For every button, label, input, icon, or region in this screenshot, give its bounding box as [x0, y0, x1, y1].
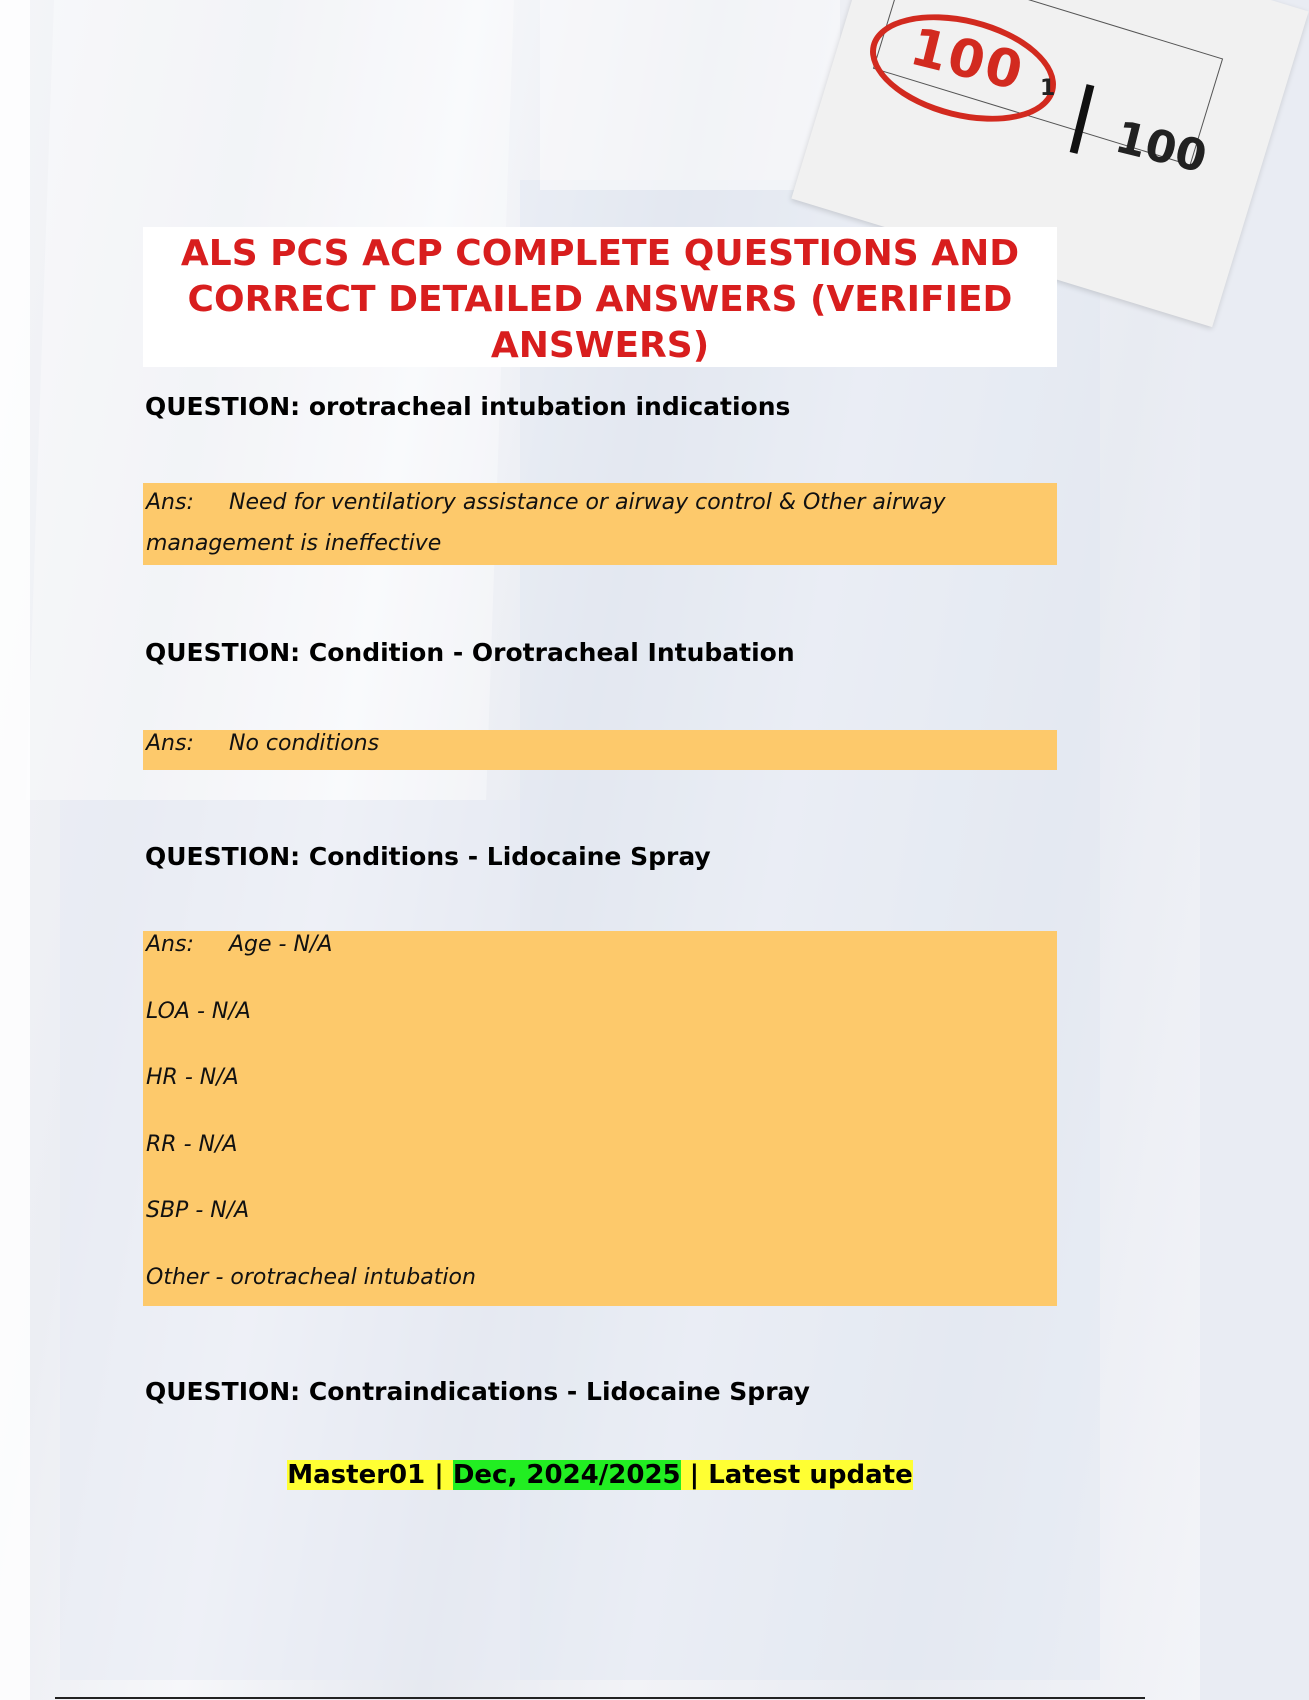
footer-separator: | — [425, 1460, 453, 1490]
question-2: QUESTION: Condition - Orotracheal Intubation — [145, 638, 795, 667]
answer-line — [146, 483, 1057, 523]
answer-line: management is ineffective — [146, 531, 442, 556]
answer-line — [146, 730, 1057, 770]
answer-text: No conditions — [229, 731, 380, 756]
answer-3 — [143, 931, 1057, 1306]
question-1: QUESTION: orotracheal intubation indications — [145, 392, 791, 421]
answer-2 — [143, 730, 1057, 770]
answer-line — [146, 931, 1057, 998]
answer-line: Other - orotracheal intubation — [146, 1264, 476, 1290]
title-box — [143, 227, 1057, 367]
bottom-rule — [55, 1697, 1145, 1699]
answer-label: Ans: — [146, 731, 194, 756]
answer-line: LOA - N/A — [146, 998, 251, 1024]
question-4: QUESTION: Contraindications - Lidocaine Spray — [145, 1377, 810, 1406]
footer-separator: | — [680, 1460, 709, 1490]
answer-line: RR - N/A — [146, 1131, 238, 1157]
answer-label: Ans: — [146, 490, 194, 515]
footer-note: Latest update — [708, 1460, 913, 1490]
footer-author: Master01 — [287, 1460, 426, 1490]
score-total: 100 — [1110, 111, 1212, 184]
question-3: QUESTION: Conditions - Lidocaine Spray — [145, 842, 711, 871]
paper-fold — [540, 0, 840, 190]
document-title: ALS PCS ACP COMPLETE QUESTIONS AND CORRECT DETAILED ANSWERS (VERIFIED ANSWERS) — [180, 233, 1020, 366]
footer-date: Dec, 2024/2025 — [452, 1460, 681, 1490]
score-superscript: 1 — [1040, 76, 1056, 101]
answer-line: HR - N/A — [146, 1065, 239, 1090]
answer-1 — [143, 483, 1057, 565]
paper-fold — [0, 0, 30, 1700]
answer-text: Age - N/A — [229, 932, 333, 957]
score-stamp-value: 100 — [904, 17, 1031, 103]
footer-line — [0, 1460, 1200, 1490]
answer-line: SBP - N/A — [146, 1198, 250, 1223]
answer-text: Need for ventilatiory assistance or airway control & Other airway — [229, 490, 946, 515]
answer-label: Ans: — [146, 932, 194, 957]
